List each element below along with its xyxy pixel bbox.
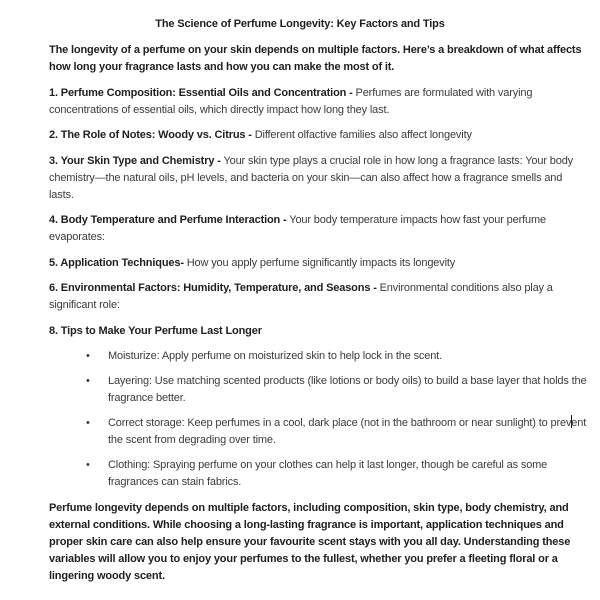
section-heading-5: 5. Application Techniques-: [49, 256, 184, 269]
bullet-icon: •: [86, 417, 90, 429]
tip-text-after-caret: ent the scent from degrading over time.: [108, 417, 587, 446]
bullet-icon: •: [86, 375, 90, 387]
tips-list: [49, 348, 589, 491]
section-paragraph-4[interactable]: [49, 212, 589, 246]
tip-item-clothing[interactable]: [49, 457, 589, 491]
tip-text-before-caret: Correct storage: Keep perfumes in a cool, dark place (not in the bathroom or near sunlight) to prev: [108, 417, 572, 429]
section-body-1: Perfumes are formulated with varying concentrations of essential oils, which directly impact how long they last.: [49, 86, 533, 116]
section-paragraph-5[interactable]: [49, 255, 589, 272]
section-body-3: Your skin type plays a crucial role in how long a fragrance lasts: Your body chemistry—the natural oils, pH levels, and bacteria on your skin—can also affect how a fragrance smells and lasts.: [49, 154, 574, 201]
section-body-4: Your body temperature impacts how fast your perfume evaporates:: [49, 214, 546, 243]
section-heading-1: 1. Perfume Composition: Essential Oils and Concentration -: [49, 86, 353, 99]
tips-heading[interactable]: 8. Tips to Make Your Perfume Last Longer: [49, 324, 262, 337]
section-body-2: Different olfactive families also affect longevity: [254, 129, 472, 141]
conclusion-paragraph[interactable]: Perfume longevity depends on multiple factors, including composition, skin type, body chemistry, and external conditions. While choosing a long-lasting fragrance is important, application techniques and proper skin care can also help ensure your favourite scent stays with you all day. Understanding these variables will allow you to enjoy your perfumes to the fullest, whether you prefer a fleeting floral or a lingering woody scent.: [49, 501, 571, 582]
section-paragraph-1[interactable]: [49, 85, 589, 119]
tip-text: Moisturize: Apply perfume on moisturized skin to help lock in the scent.: [108, 350, 443, 362]
section-body-6: Environmental conditions also play a significant role:: [49, 282, 553, 311]
section-heading-3: 3. Your Skin Type and Chemistry -: [49, 154, 221, 167]
tip-item-layering[interactable]: [49, 373, 589, 407]
section-heading-6: 6. Environmental Factors: Humidity, Temperature, and Seasons -: [49, 282, 377, 294]
intro-paragraph[interactable]: The longevity of a perfume on your skin depends on multiple factors. Here’s a breakdown of what affects how long your fragrance lasts and how you can make the most of it.: [49, 44, 582, 73]
tip-text: Clothing: Spraying perfume on your clothes can help it last longer, though be careful as some fragrances can stain fabrics.: [108, 459, 548, 488]
section-heading-4: 4. Body Temperature and Perfume Interaction -: [49, 214, 287, 226]
section-body-5: How you apply perfume significantly impacts its longevity: [186, 256, 456, 269]
bullet-icon: •: [86, 350, 90, 362]
bullet-icon: •: [86, 459, 90, 471]
tip-text: Layering: Use matching scented products (like lotions or body oils) to build a base layer that holds the fragrance better.: [108, 375, 587, 404]
tip-item-moisturize[interactable]: [49, 348, 589, 365]
section-heading-2: 2. The Role of Notes: Woody vs. Citrus -: [49, 129, 252, 141]
section-paragraph-3[interactable]: [49, 153, 589, 204]
section-paragraph-6[interactable]: [49, 280, 589, 314]
section-paragraph-2[interactable]: [49, 127, 589, 144]
document-title[interactable]: The Science of Perfume Longevity: Key Factors and Tips: [155, 18, 445, 30]
tip-item-correct-storage[interactable]: [49, 415, 589, 449]
